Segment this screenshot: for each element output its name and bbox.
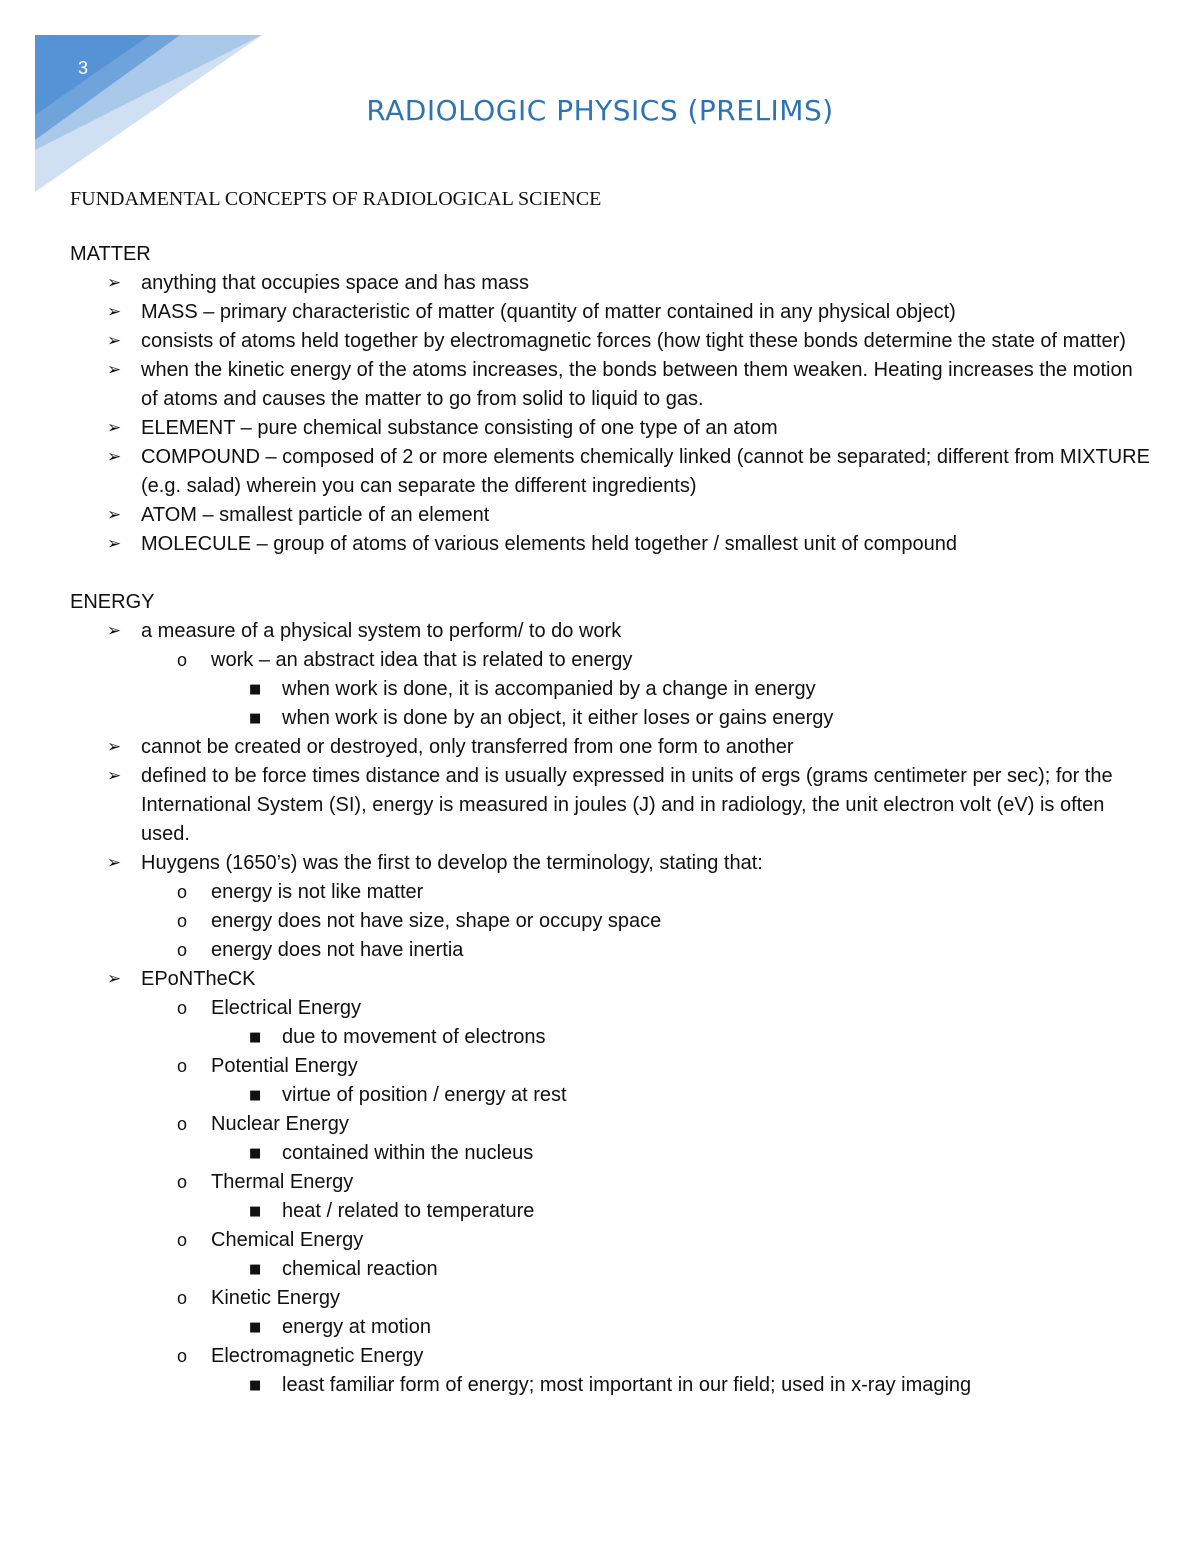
arrowhead-bullet-icon: ➢	[107, 331, 122, 351]
list-item-text: Nuclear Energy	[211, 1113, 349, 1135]
list-item-text: EPoNTheCK	[141, 968, 256, 990]
list-item	[70, 1371, 1150, 1400]
list-item	[70, 878, 1150, 907]
circle-bullet-icon: o	[177, 882, 188, 902]
list-item	[70, 849, 1150, 878]
arrowhead-bullet-icon: ➢	[107, 737, 122, 757]
square-bullet-icon: ■	[249, 1320, 262, 1335]
arrowhead-bullet-icon: ➢	[107, 360, 122, 380]
list-item-text: COMPOUND – composed of 2 or more elements chemically linked (cannot be separated; different from MIXTURE (e.g. salad) wherein you can separate the different ingredients)	[141, 446, 1150, 497]
list-item-text: when the kinetic energy of the atoms increases, the bonds between them weaken. Heating increases the motion of atoms and causes the matter to go from solid to liquid to gas.	[141, 359, 1133, 410]
list-item	[70, 1197, 1150, 1226]
arrowhead-bullet-icon: ➢	[107, 302, 122, 322]
arrowhead-bullet-icon: ➢	[107, 418, 122, 438]
circle-bullet-icon: o	[177, 1172, 188, 1192]
section-spacer	[70, 559, 1150, 588]
document-title-text: RADIOLOGIC PHYSICS (PRELIMS)	[366, 94, 834, 127]
list-item-text: due to movement of electrons	[282, 1026, 546, 1048]
list-item	[70, 646, 1150, 675]
square-bullet-icon: ■	[249, 711, 262, 726]
square-bullet-icon: ■	[249, 1378, 262, 1393]
list-item	[70, 1139, 1150, 1168]
list-item-text: heat / related to temperature	[282, 1200, 535, 1222]
list-item-text: MASS – primary characteristic of matter (quantity of matter contained in any physical object)	[141, 301, 956, 323]
arrowhead-bullet-icon: ➢	[107, 766, 122, 786]
section-title: MATTER	[70, 243, 151, 265]
list-item	[70, 327, 1150, 356]
list-item	[70, 994, 1150, 1023]
list-item	[70, 762, 1150, 849]
list-item	[70, 443, 1150, 501]
arrowhead-bullet-icon: ➢	[107, 621, 122, 641]
circle-bullet-icon: o	[177, 1288, 188, 1308]
list-item-text: ATOM – smallest particle of an element	[141, 504, 490, 526]
circle-bullet-icon: o	[177, 1230, 188, 1250]
list-item	[70, 1284, 1150, 1313]
list-item	[70, 1226, 1150, 1255]
list-item	[70, 675, 1150, 704]
list-item-text: cannot be created or destroyed, only transferred from one form to another	[141, 736, 794, 758]
list-item-text: Thermal Energy	[211, 1171, 354, 1193]
list-item-text: energy does not have size, shape or occupy space	[211, 910, 662, 932]
list-item-text: a measure of a physical system to perform/ to do work	[141, 620, 622, 642]
list-item-text: Electrical Energy	[211, 997, 362, 1019]
list-item-text: energy does not have inertia	[211, 939, 464, 961]
list-item	[70, 936, 1150, 965]
list-item	[70, 269, 1150, 298]
list-item-text: ELEMENT – pure chemical substance consisting of one type of an atom	[141, 417, 778, 439]
list-item	[70, 1081, 1150, 1110]
circle-bullet-icon: o	[177, 911, 188, 931]
list-item-text: Kinetic Energy	[211, 1287, 340, 1309]
document-body	[70, 240, 1150, 1400]
list-item-text: Huygens (1650’s) was the first to develop the terminology, stating that:	[141, 852, 763, 874]
list-item	[70, 1023, 1150, 1052]
list-item	[70, 965, 1150, 994]
list-item	[70, 501, 1150, 530]
square-bullet-icon: ■	[249, 1146, 262, 1161]
circle-bullet-icon: o	[177, 650, 188, 670]
list-item	[70, 414, 1150, 443]
list-item-text: least familiar form of energy; most important in our field; used in x-ray imaging	[282, 1374, 972, 1396]
square-bullet-icon: ■	[249, 1204, 262, 1219]
arrowhead-bullet-icon: ➢	[107, 273, 122, 293]
arrowhead-bullet-icon: ➢	[107, 505, 122, 525]
circle-bullet-icon: o	[177, 1346, 188, 1366]
list-item-text: energy is not like matter	[211, 881, 424, 903]
circle-bullet-icon: o	[177, 1056, 188, 1076]
list-item-text: chemical reaction	[282, 1258, 438, 1280]
list-item	[70, 1313, 1150, 1342]
list-item-text: defined to be force times distance and is usually expressed in units of ergs (grams centimeter per sec); for the International System (SI), energy is measured in joules (J) and in radiology, the unit electron volt (eV) is often used.	[141, 765, 1113, 845]
circle-bullet-icon: o	[177, 1114, 188, 1134]
list-item-text: work – an abstract idea that is related to energy	[211, 649, 633, 671]
list-item	[70, 298, 1150, 327]
list-item	[70, 733, 1150, 762]
list-item	[70, 1342, 1150, 1371]
page-number: 3	[78, 58, 89, 78]
arrowhead-bullet-icon: ➢	[107, 969, 122, 989]
list-item-text: Electromagnetic Energy	[211, 1345, 424, 1367]
list-item-text: MOLECULE – group of atoms of various elements held together / smallest unit of compound	[141, 533, 957, 555]
list-item	[70, 1255, 1150, 1284]
list-item	[70, 1052, 1150, 1081]
arrowhead-bullet-icon: ➢	[107, 853, 122, 873]
square-bullet-icon: ■	[249, 1262, 262, 1277]
list-item-text: virtue of position / energy at rest	[282, 1084, 567, 1106]
list-item	[70, 1110, 1150, 1139]
circle-bullet-icon: o	[177, 998, 188, 1018]
square-bullet-icon: ■	[249, 1088, 262, 1103]
list-item-text: anything that occupies space and has mass	[141, 272, 530, 294]
list-item-text: consists of atoms held together by electromagnetic forces (how tight these bonds determine the state of matter)	[141, 330, 1126, 352]
main-heading: FUNDAMENTAL CONCEPTS OF RADIOLOGICAL SCIENCE	[70, 188, 602, 210]
list-item	[70, 1168, 1150, 1197]
square-bullet-icon: ■	[249, 1030, 262, 1045]
list-item	[70, 356, 1150, 414]
list-item-text: when work is done, it is accompanied by a change in energy	[282, 678, 816, 700]
list-item	[70, 530, 1150, 559]
arrowhead-bullet-icon: ➢	[107, 534, 122, 554]
list-item-text: when work is done by an object, it either loses or gains energy	[282, 707, 834, 729]
list-item-text: Chemical Energy	[211, 1229, 364, 1251]
list-item	[70, 907, 1150, 936]
section-title: ENERGY	[70, 591, 155, 613]
square-bullet-icon: ■	[249, 682, 262, 697]
list-item	[70, 617, 1150, 646]
list-item	[70, 704, 1150, 733]
list-item-text: Potential Energy	[211, 1055, 358, 1077]
document-title	[0, 94, 1200, 127]
list-item-text: energy at motion	[282, 1316, 431, 1338]
list-item-text: contained within the nucleus	[282, 1142, 534, 1164]
arrowhead-bullet-icon: ➢	[107, 447, 122, 467]
circle-bullet-icon: o	[177, 940, 188, 960]
